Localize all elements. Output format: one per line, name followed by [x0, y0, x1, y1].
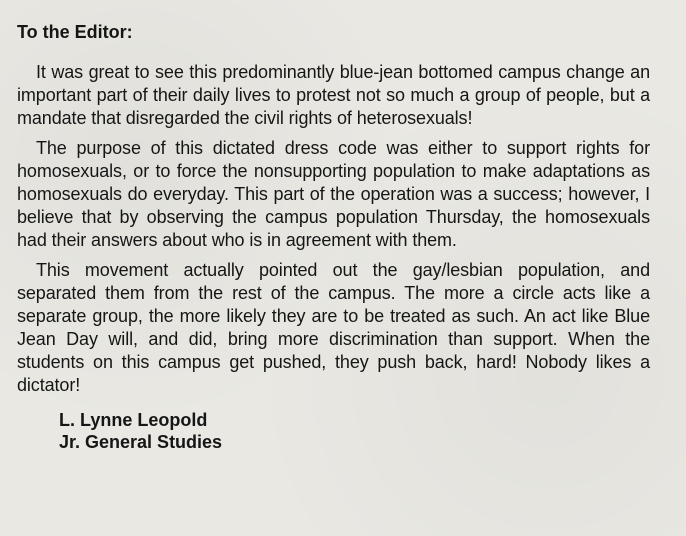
- signature-block: [17, 409, 650, 453]
- letter-paragraph: The purpose of this dictated dress code was either to support rights for homosexuals, or to force the nonsupporting population to make adaptations as homosexuals do everyday. This part of the operation was a success; however, I believe that by observing the campus population Thursday, the homosexuals had their answers about who is in agreement with them.: [17, 138, 650, 250]
- letter-paragraph: This movement actually pointed out the gay/lesbian population, and separated them from the rest of the campus. The more a circle acts like a separate group, the more likely they are to be treated as such. An act like Blue Jean Day will, and did, bring more discrimination than support. When the students on this campus get pushed, they push back, hard! Nobody likes a dictator!: [17, 260, 650, 395]
- letter-salutation: To the Editor:: [17, 22, 133, 42]
- letter-paragraph: It was great to see this predominantly blue-jean bottomed campus change an important part of their daily lives to protest not so much a group of people, but a mandate that disregarded the civil rights of heterosexuals!: [17, 62, 650, 128]
- signature-name: L. Lynne Leopold: [59, 410, 208, 430]
- signature-title: Jr. General Studies: [59, 432, 223, 452]
